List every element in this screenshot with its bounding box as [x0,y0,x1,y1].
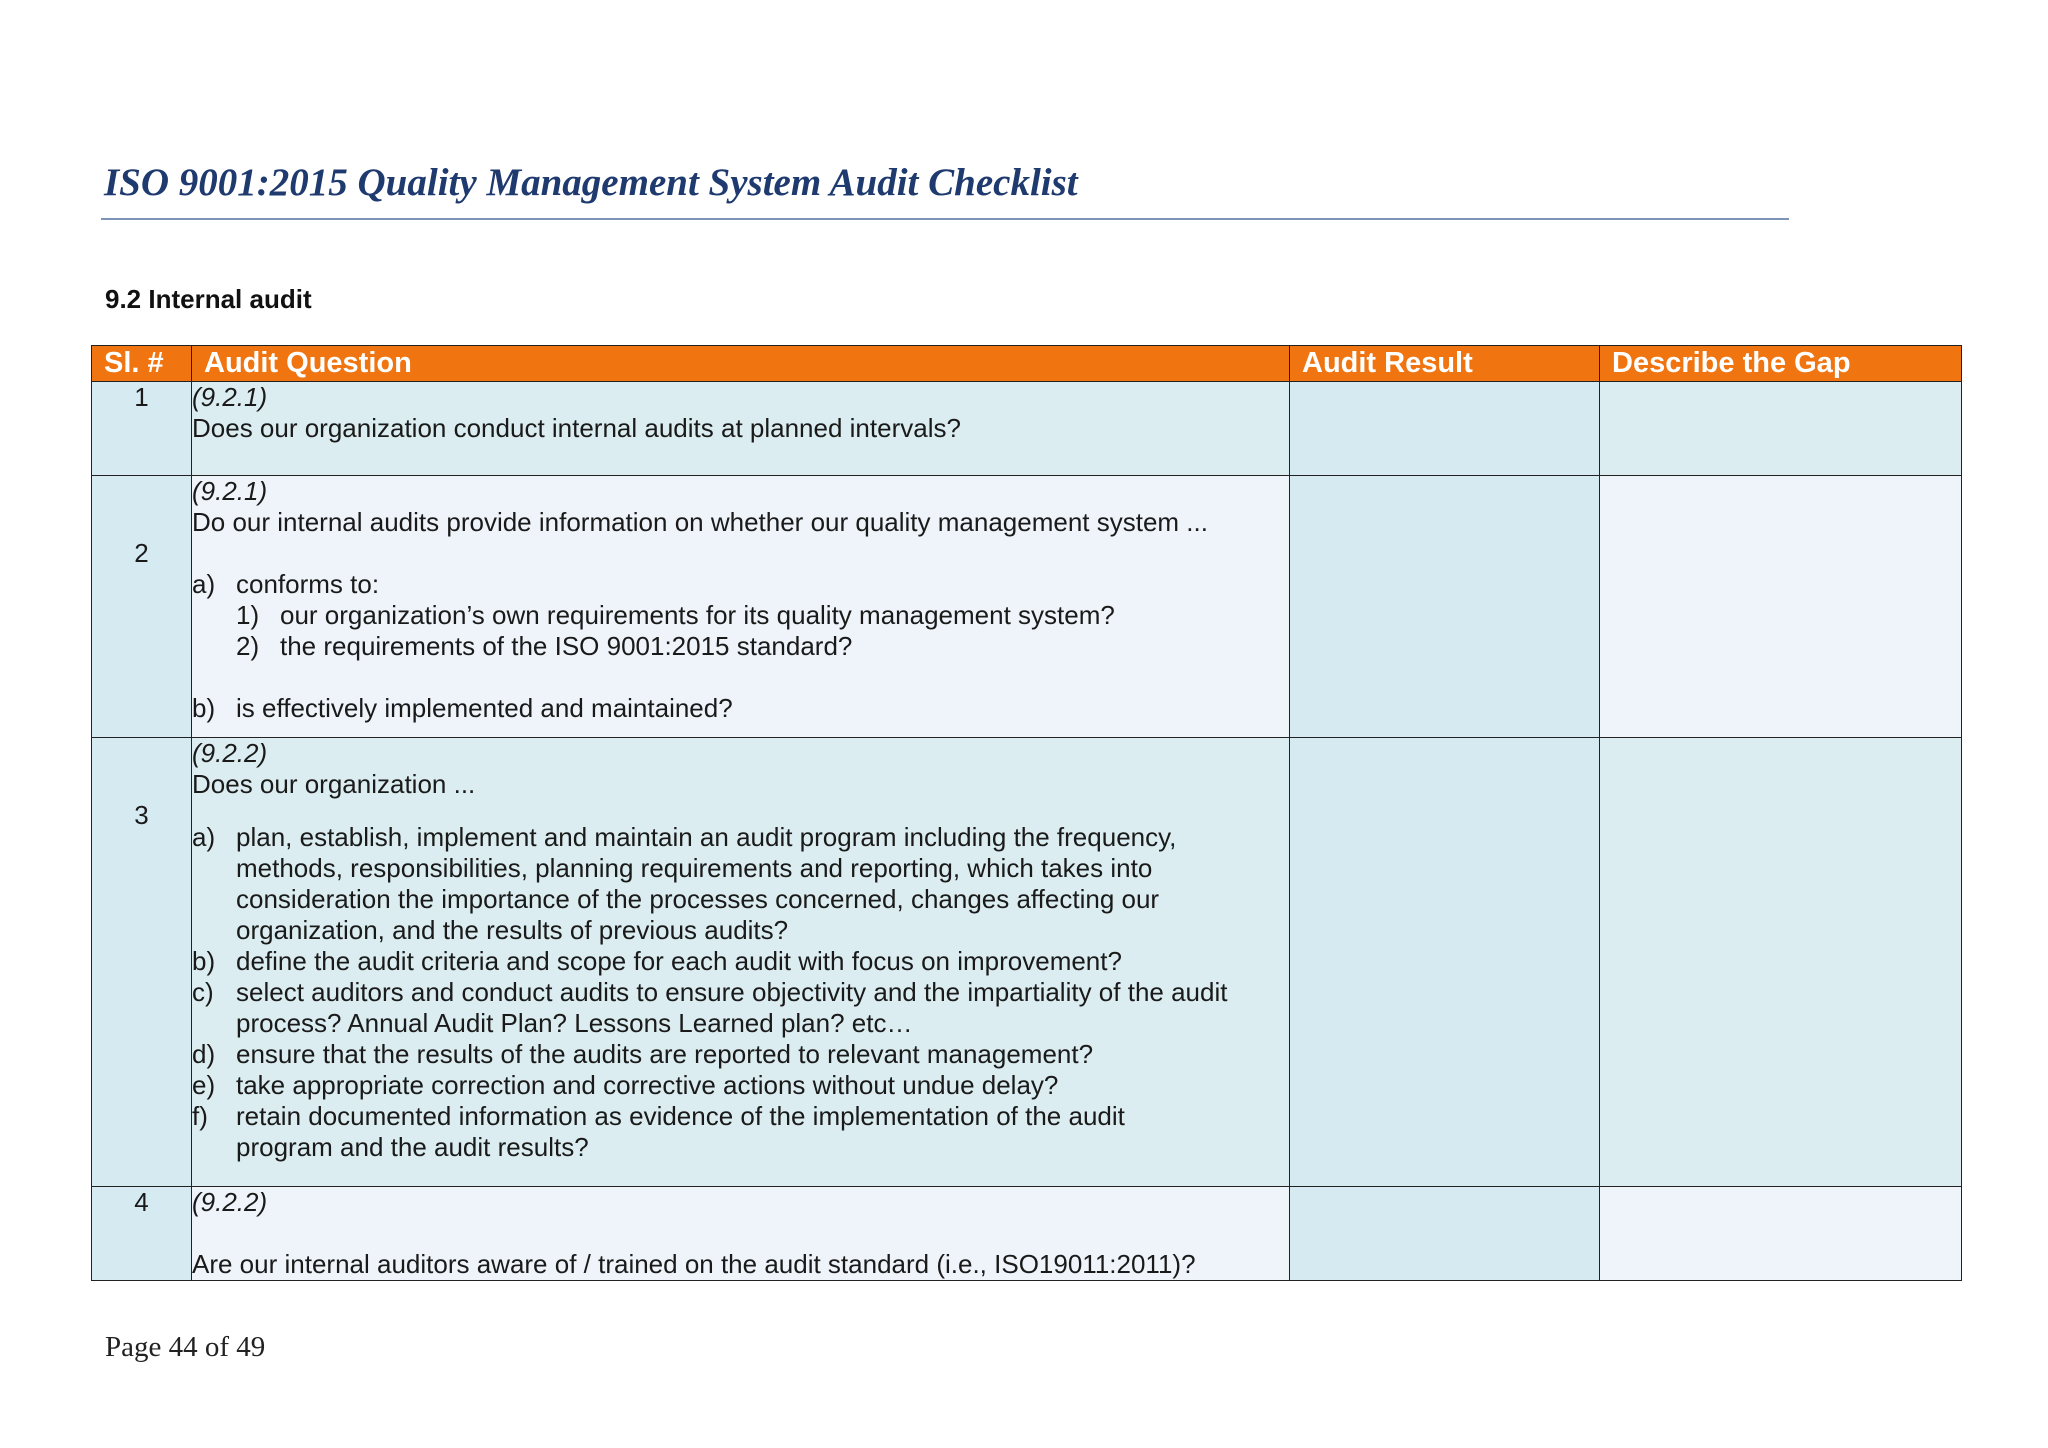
audit-result-cell[interactable] [1290,476,1600,738]
row-number: 3 [92,738,192,1187]
table-row [92,738,1962,1187]
describe-gap-cell[interactable] [1600,1187,1962,1281]
list-item: c) select auditors and conduct audits to ensure objectivity and the impartiality of the audit process? Annual Audit Plan? Lessons Learned plan? etc… [192,977,1228,1038]
row-number: 1 [92,382,192,476]
clause-reference: (9.2.1) [192,382,268,412]
table-row [92,382,1962,476]
question-text: Do our internal audits provide information on whether our quality management system ... [192,507,1208,537]
clause-reference: (9.2.2) [192,1187,268,1217]
list-item: a) conforms to: [192,569,380,599]
page-number: Page 44 of 49 [105,1331,266,1363]
audit-checklist-table [91,345,1962,1281]
audit-result-cell[interactable] [1290,738,1600,1187]
table-header-row [92,346,1962,382]
describe-gap-cell[interactable] [1600,476,1962,738]
sub-list-item: 2) the requirements of the ISO 9001:2015 standard? [236,631,853,661]
row-number: 2 [92,476,192,738]
list-item: d) ensure that the results of the audits are reported to relevant management? [192,1039,1094,1069]
header-audit-question: Audit Question [192,346,1290,382]
audit-question-cell [192,476,1290,738]
clause-reference: (9.2.1) [192,476,268,506]
question-text: Are our internal auditors aware of / trained on the audit standard (i.e., ISO19011:2011)? [192,1249,1196,1279]
audit-question-cell [192,382,1290,476]
row-number: 4 [92,1187,192,1281]
table-row [92,476,1962,738]
title-divider [101,218,1789,220]
header-describe-gap: Describe the Gap [1600,346,1962,382]
question-text: Does our organization ... [192,769,476,799]
list-item: b) is effectively implemented and maintained? [192,693,733,723]
document-title: ISO 9001:2015 Quality Management System Audit Checklist [104,161,1078,204]
table-row [92,1187,1962,1281]
describe-gap-cell[interactable] [1600,382,1962,476]
question-text: Does our organization conduct internal audits at planned intervals? [192,413,961,443]
audit-result-cell[interactable] [1290,1187,1600,1281]
sub-list-item: 1) our organization’s own requirements for its quality management system? [236,600,1115,630]
clause-reference: (9.2.2) [192,738,268,768]
list-item: e) take appropriate correction and corrective actions without undue delay? [192,1070,1059,1100]
audit-question-cell [192,738,1290,1187]
list-item: f) retain documented information as evidence of the implementation of the audit program and the audit results? [192,1101,1125,1162]
describe-gap-cell[interactable] [1600,738,1962,1187]
list-item: a) plan, establish, implement and maintain an audit program including the frequency, methods, responsibilities, planning requirements and reporting, which takes into consideration the importance of the processes concerned, changes affecting our organization, and the results of previous audits? [192,822,1177,945]
audit-question-cell [192,1187,1290,1281]
list-item: b) define the audit criteria and scope for each audit with focus on improvement? [192,946,1122,976]
header-sl-number: Sl. # [92,346,192,382]
header-audit-result: Audit Result [1290,346,1600,382]
audit-result-cell[interactable] [1290,382,1600,476]
section-heading: 9.2 Internal audit [105,284,312,314]
